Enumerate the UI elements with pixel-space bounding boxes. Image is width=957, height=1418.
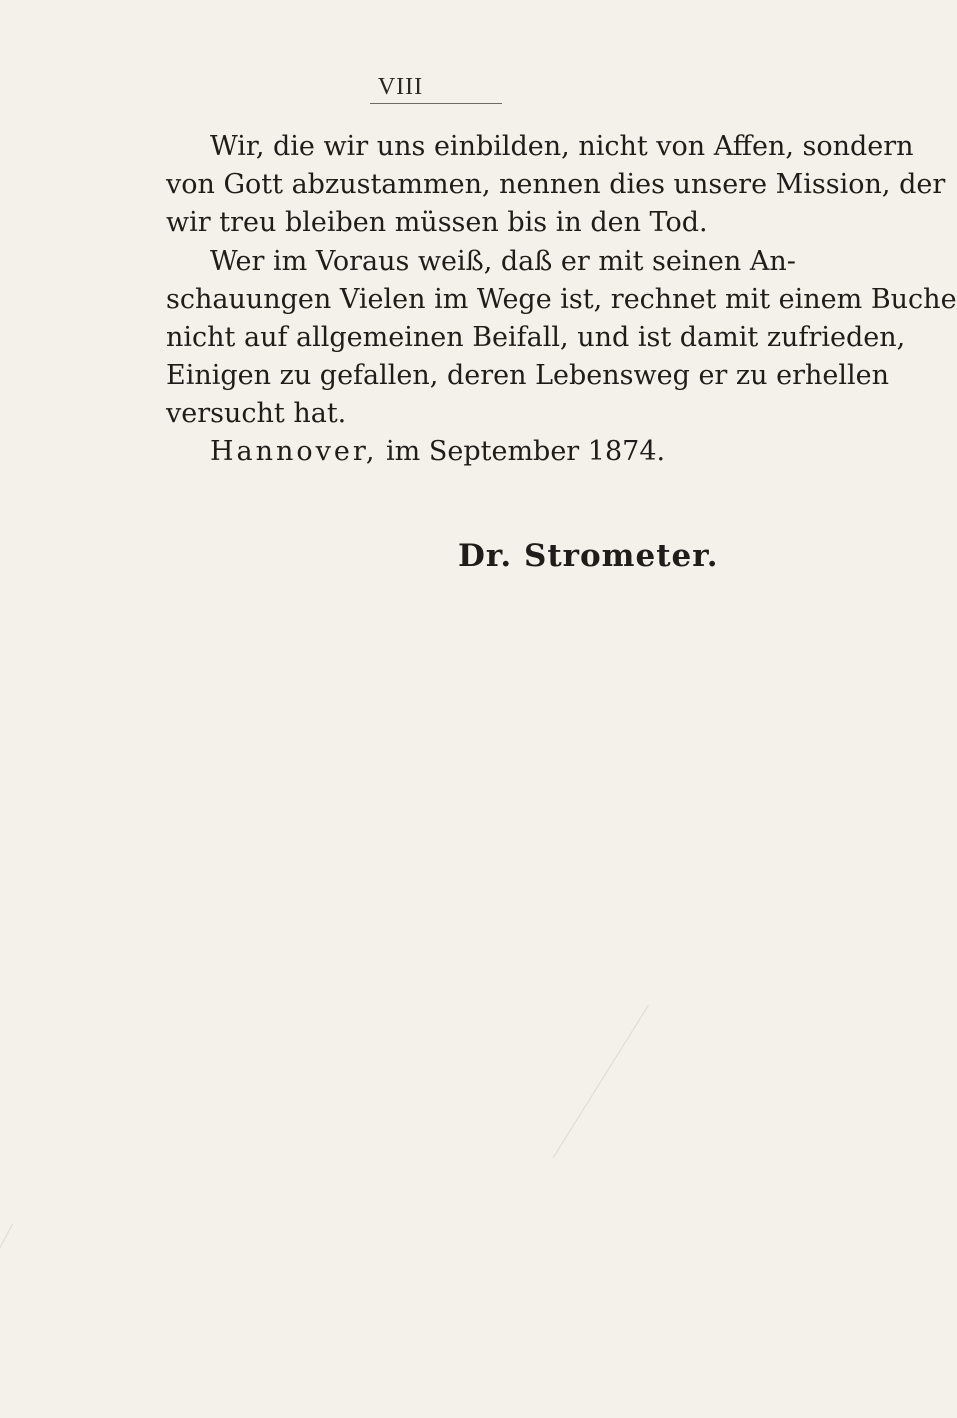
author-signature: Dr. Strometer.: [458, 538, 719, 574]
paragraph-1-line-2: von Gott abzustammen, nennen dies unsere Mission, der: [166, 169, 946, 200]
paragraph-1-line-3: wir treu bleiben müssen bis in den Tod.: [166, 207, 708, 238]
paragraph-2-line-2: schauungen Vielen im Wege ist, rechnet mit einem Buche: [166, 284, 957, 315]
paragraph-1: [166, 128, 946, 242]
paragraph-2-line-5: versucht hat.: [166, 398, 347, 429]
paragraph-2-line-3: nicht auf allgemeinen Beifall, und ist damit zufrieden,: [166, 322, 906, 353]
header-rule: [370, 103, 502, 104]
paragraph-2: [166, 243, 957, 433]
paragraph-2-line-1: Wer im Voraus weiß, daß er mit seinen An-: [210, 246, 796, 277]
paper-scratch-mark: [553, 1005, 649, 1158]
paper-scratch-mark: [0, 1224, 13, 1357]
paragraph-2-line-4: Einigen zu gefallen, deren Lebensweg er zu erhellen: [166, 360, 890, 391]
place-name: Hannover,: [210, 436, 378, 467]
page-number: VIII: [377, 74, 424, 100]
paragraph-1-line-1: Wir, die wir uns einbilden, nicht von Affen, sondern: [210, 131, 914, 162]
date-text: im September 1874.: [386, 436, 666, 467]
